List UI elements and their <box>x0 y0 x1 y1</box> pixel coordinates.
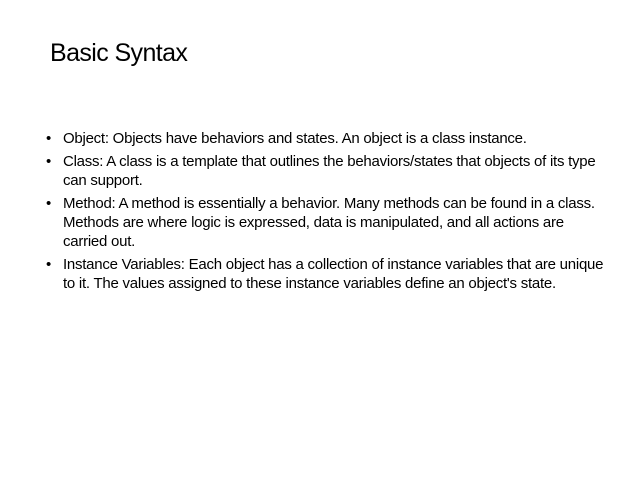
bullet-item-instance-variables <box>46 255 606 293</box>
bullet-icon: • <box>46 153 52 170</box>
slide-title: Basic Syntax <box>50 39 188 67</box>
bullet-text: Class: A class is a template that outlines the behaviors/states that objects of its type can support. <box>63 153 596 189</box>
bullet-item-method <box>46 194 606 251</box>
bullet-icon: • <box>46 130 52 147</box>
bullet-text: Instance Variables: Each object has a collection of instance variables that are unique to it. The values assigned to these instance variables define an object's state. <box>63 256 604 292</box>
bullet-item-object <box>46 129 606 148</box>
bullet-list <box>46 129 606 297</box>
bullet-text: Method: A method is essentially a behavior. Many methods can be found in a class. Methods are where logic is expressed, data is manipulated, and all actions are carried out. <box>63 195 595 250</box>
bullet-item-class <box>46 152 606 190</box>
bullet-icon: • <box>46 256 52 273</box>
bullet-text: Object: Objects have behaviors and states. An object is a class instance. <box>63 130 527 147</box>
bullet-icon: • <box>46 195 52 212</box>
